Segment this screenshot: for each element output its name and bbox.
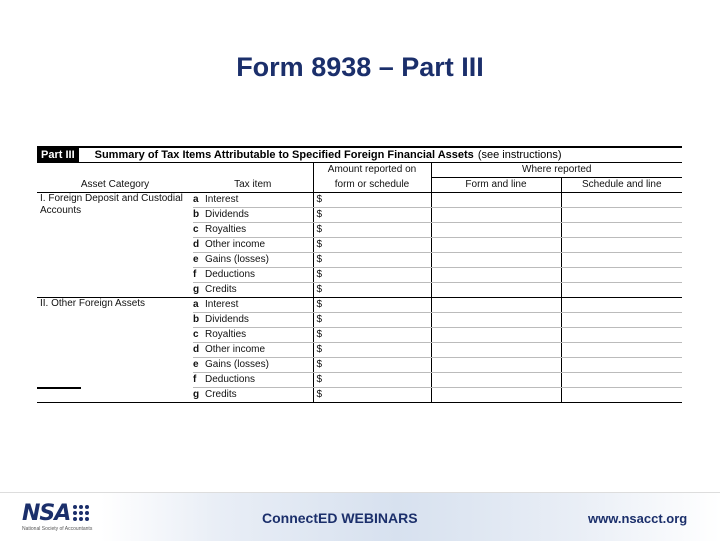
nsa-logo-dots-icon: [73, 505, 89, 521]
tax-item-cell: [193, 358, 313, 373]
amount-field[interactable]: $: [313, 388, 431, 403]
tax-item-letter: e: [193, 254, 199, 265]
tax-item-label: Credits: [205, 389, 237, 400]
tax-item-letter: f: [193, 374, 197, 385]
schedule-and-line-field[interactable]: [561, 193, 682, 208]
amount-reported-header: Amount reported on: [313, 163, 431, 178]
tax-item-cell: [193, 223, 313, 238]
amount-field[interactable]: $: [313, 223, 431, 238]
tax-item-letter: e: [193, 359, 199, 370]
tax-item-cell: [193, 208, 313, 223]
amount-field[interactable]: $: [313, 358, 431, 373]
form-and-line-field[interactable]: [431, 283, 561, 298]
amount-field[interactable]: $: [313, 208, 431, 223]
tax-item-letter: a: [193, 194, 199, 205]
tax-item-label: Other income: [205, 344, 266, 355]
tax-item-cell: [193, 298, 313, 313]
schedule-and-line-field[interactable]: [561, 313, 682, 328]
part-label: Part III: [37, 148, 79, 162]
amount-reported-header-2: form or schedule: [313, 178, 431, 193]
tax-item-letter: d: [193, 344, 200, 355]
schedule-and-line-field[interactable]: [561, 238, 682, 253]
tax-item-label: Royalties: [205, 329, 247, 340]
tax-item-cell: [193, 313, 313, 328]
tax-item-label: Credits: [205, 284, 237, 295]
slide-title: Form 8938 – Part III: [236, 52, 484, 82]
tax-item-cell: [193, 253, 313, 268]
tax-item-letter: a: [193, 299, 199, 310]
tax-items-table: [37, 163, 682, 403]
schedule-and-line-field[interactable]: [561, 268, 682, 283]
schedule-and-line-field[interactable]: [561, 208, 682, 223]
form-and-line-field[interactable]: [431, 358, 561, 373]
form-and-line-field[interactable]: [431, 328, 561, 343]
amount-field[interactable]: $: [313, 238, 431, 253]
tax-item-label: Gains (losses): [205, 254, 269, 265]
form-and-line-field[interactable]: [431, 193, 561, 208]
tax-item-letter: d: [193, 239, 200, 250]
tax-item-label: Dividends: [205, 314, 249, 325]
tax-item-cell: [193, 388, 313, 403]
schedule-and-line-field[interactable]: [561, 358, 682, 373]
tax-item-label: Gains (losses): [205, 359, 269, 370]
tax-item-label: Interest: [205, 299, 239, 310]
tax-item-header: Tax item: [193, 163, 313, 193]
form-and-line-field[interactable]: [431, 313, 561, 328]
amount-field[interactable]: $: [313, 283, 431, 298]
tax-item-label: Other income: [205, 239, 266, 250]
table-row: [37, 193, 682, 208]
tax-item-letter: g: [193, 389, 200, 400]
tax-item-label: Deductions: [205, 269, 256, 280]
schedule-and-line-field[interactable]: [561, 373, 682, 388]
form-and-line-field[interactable]: [431, 268, 561, 283]
table-row: [37, 298, 682, 313]
amount-field[interactable]: $: [313, 193, 431, 208]
tax-item-letter: b: [193, 314, 200, 325]
asset-category-header: Asset Category: [37, 163, 193, 193]
tax-item-label: Dividends: [205, 209, 249, 220]
schedule-and-line-field[interactable]: [561, 343, 682, 358]
tax-item-label: Royalties: [205, 224, 247, 235]
where-reported-header: Where reported: [431, 163, 682, 178]
tax-item-cell: [193, 343, 313, 358]
schedule-and-line-field[interactable]: [561, 388, 682, 403]
amount-field[interactable]: $: [313, 343, 431, 358]
part-header: [37, 146, 682, 163]
tax-item-letter: b: [193, 209, 200, 220]
form-and-line-field[interactable]: [431, 388, 561, 403]
schedule-and-line-field[interactable]: [561, 223, 682, 238]
amount-field[interactable]: $: [313, 373, 431, 388]
schedule-and-line-field[interactable]: [561, 328, 682, 343]
tax-item-letter: c: [193, 224, 199, 235]
form-and-line-field[interactable]: [431, 253, 561, 268]
tax-item-letter: f: [193, 269, 197, 280]
amount-field[interactable]: $: [313, 253, 431, 268]
tax-item-label: Deductions: [205, 374, 256, 385]
amount-field[interactable]: $: [313, 268, 431, 283]
form-and-line-field[interactable]: [431, 343, 561, 358]
form-and-line-field[interactable]: [431, 208, 561, 223]
part-title-note: (see instructions): [477, 149, 562, 161]
form-and-line-header: Form and line: [431, 178, 561, 193]
schedule-and-line-field[interactable]: [561, 283, 682, 298]
schedule-and-line-field[interactable]: [561, 253, 682, 268]
tax-item-letter: c: [193, 329, 199, 340]
tax-item-cell: [193, 373, 313, 388]
amount-field[interactable]: $: [313, 328, 431, 343]
website-url[interactable]: www.nsacct.org: [588, 511, 688, 526]
form-and-line-field[interactable]: [431, 373, 561, 388]
tax-item-cell: [193, 268, 313, 283]
footer-bar: [0, 492, 720, 541]
tax-item-cell: [193, 193, 313, 208]
tax-item-label: Interest: [205, 194, 239, 205]
nsa-logo-text: NSA: [22, 501, 71, 526]
schedule-and-line-header: Schedule and line: [561, 178, 682, 193]
form-end-bar: [37, 387, 81, 389]
tax-item-letter: g: [193, 284, 200, 295]
schedule-and-line-field[interactable]: [561, 298, 682, 313]
asset-category-label: II. Other Foreign Assets: [37, 298, 193, 403]
form-and-line-field[interactable]: [431, 298, 561, 313]
form-and-line-field[interactable]: [431, 238, 561, 253]
nsa-logo: [22, 501, 89, 526]
amount-field[interactable]: $: [313, 313, 431, 328]
nsa-logo-subtext: National Society of Accountants: [22, 526, 93, 532]
part-title: Summary of Tax Items Attributable to Specified Foreign Financial Assets: [94, 149, 474, 161]
connected-webinars-label: ConnectED WEBINARS: [262, 510, 418, 526]
form-8938-part-iii: [37, 146, 682, 403]
asset-category-label: I. Foreign Deposit and Custodial Accounts: [37, 193, 193, 298]
tax-item-cell: [193, 238, 313, 253]
tax-item-cell: [193, 283, 313, 298]
form-and-line-field[interactable]: [431, 223, 561, 238]
amount-field[interactable]: $: [313, 298, 431, 313]
tax-item-cell: [193, 328, 313, 343]
